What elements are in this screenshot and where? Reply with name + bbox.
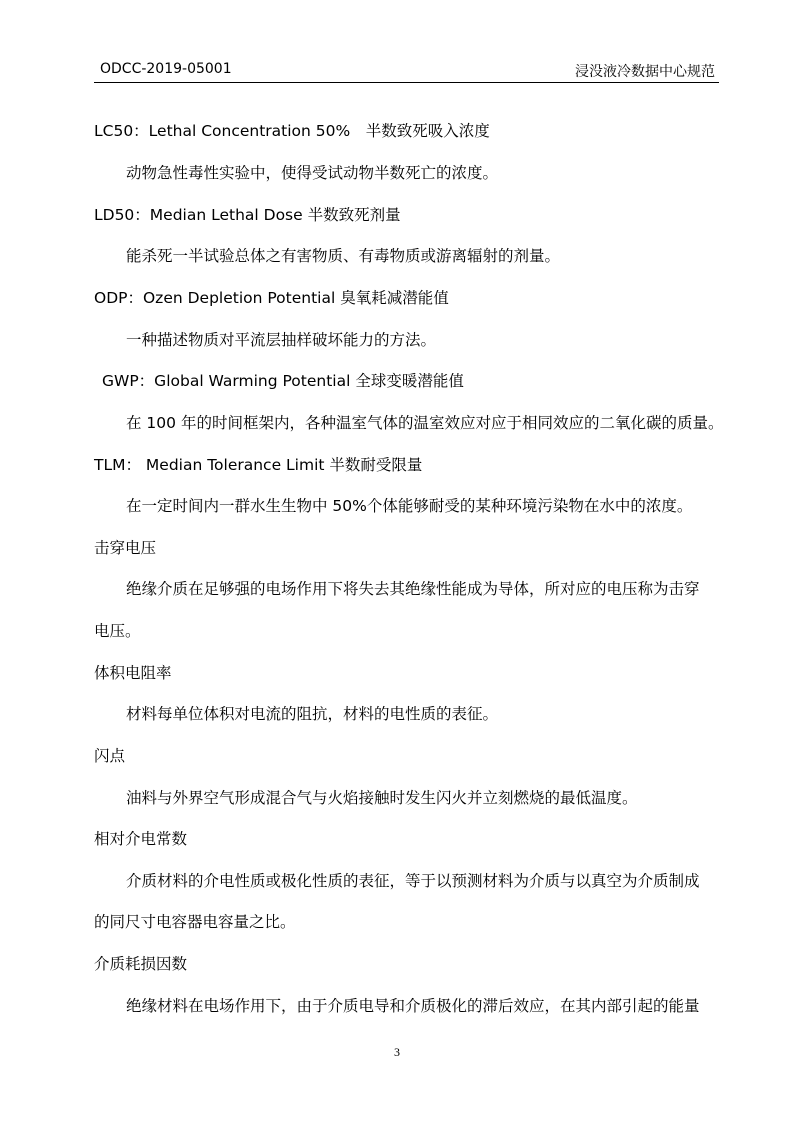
definition-ld50: 能杀死一半试验总体之有害物质、有毒物质或游离辐射的剂量。 [126,247,561,265]
definition-relative-permittivity-cont: 的同尺寸电容器电容量之比。 [94,913,296,931]
page-header [94,58,719,83]
term-dielectric-loss-factor: 介质耗损因数 [94,955,188,973]
page-number: 3 [394,1045,400,1059]
definition-relative-permittivity: 介质材料的介电性质或极化性质的表征，等于以预测材料为介质与以真空为介质制成 [126,872,700,890]
term-flash-point: 闪点 [94,747,126,765]
document-title: 浸没液冷数据中心规范 [575,64,715,80]
term-tlm: TLM： Median Tolerance Limit 半数耐受限量 [94,456,423,474]
definition-tlm: 在一定时间内一群水生生物中 50%个体能够耐受的某种环境污染物在水中的浓度。 [126,497,693,515]
term-lc50: LC50：Lethal Concentration 50% 半数致死吸入浓度 [94,122,490,140]
definition-volume-resistivity: 材料每单位体积对电流的阻抗，材料的电性质的表征。 [126,705,499,723]
term-gwp: GWP：Global Warming Potential 全球变暖潜能值 [102,372,464,390]
definition-odp: 一种描述物质对平流层抽样破坏能力的方法。 [126,331,437,349]
definition-breakdown-voltage-cont: 电压。 [94,622,141,640]
term-odp: ODP：Ozen Depletion Potential 臭氧耗减潜能值 [94,289,449,307]
definition-lc50: 动物急性毒性实验中，使得受试动物半数死亡的浓度。 [126,164,499,182]
term-ld50: LD50：Median Lethal Dose 半数致死剂量 [94,206,401,224]
definition-gwp: 在 100 年的时间框架内，各种温室气体的温室效应对应于相同效应的二氧化碳的质量。 [126,414,724,432]
term-breakdown-voltage: 击穿电压 [94,539,157,557]
definition-flash-point: 油料与外界空气形成混合气与火焰接触时发生闪火并立刻燃烧的最低温度。 [126,789,638,807]
term-relative-permittivity: 相对介电常数 [94,830,188,848]
term-volume-resistivity: 体积电阻率 [94,664,172,682]
definition-dielectric-loss-factor: 绝缘材料在电场作用下，由于介质电导和介质极化的滞后效应，在其内部引起的能量 [126,997,700,1015]
document-code: ODCC-2019-05001 [100,61,232,77]
definition-breakdown-voltage: 绝缘介质在足够强的电场作用下将失去其绝缘性能成为导体，所对应的电压称为击穿 [126,580,700,598]
